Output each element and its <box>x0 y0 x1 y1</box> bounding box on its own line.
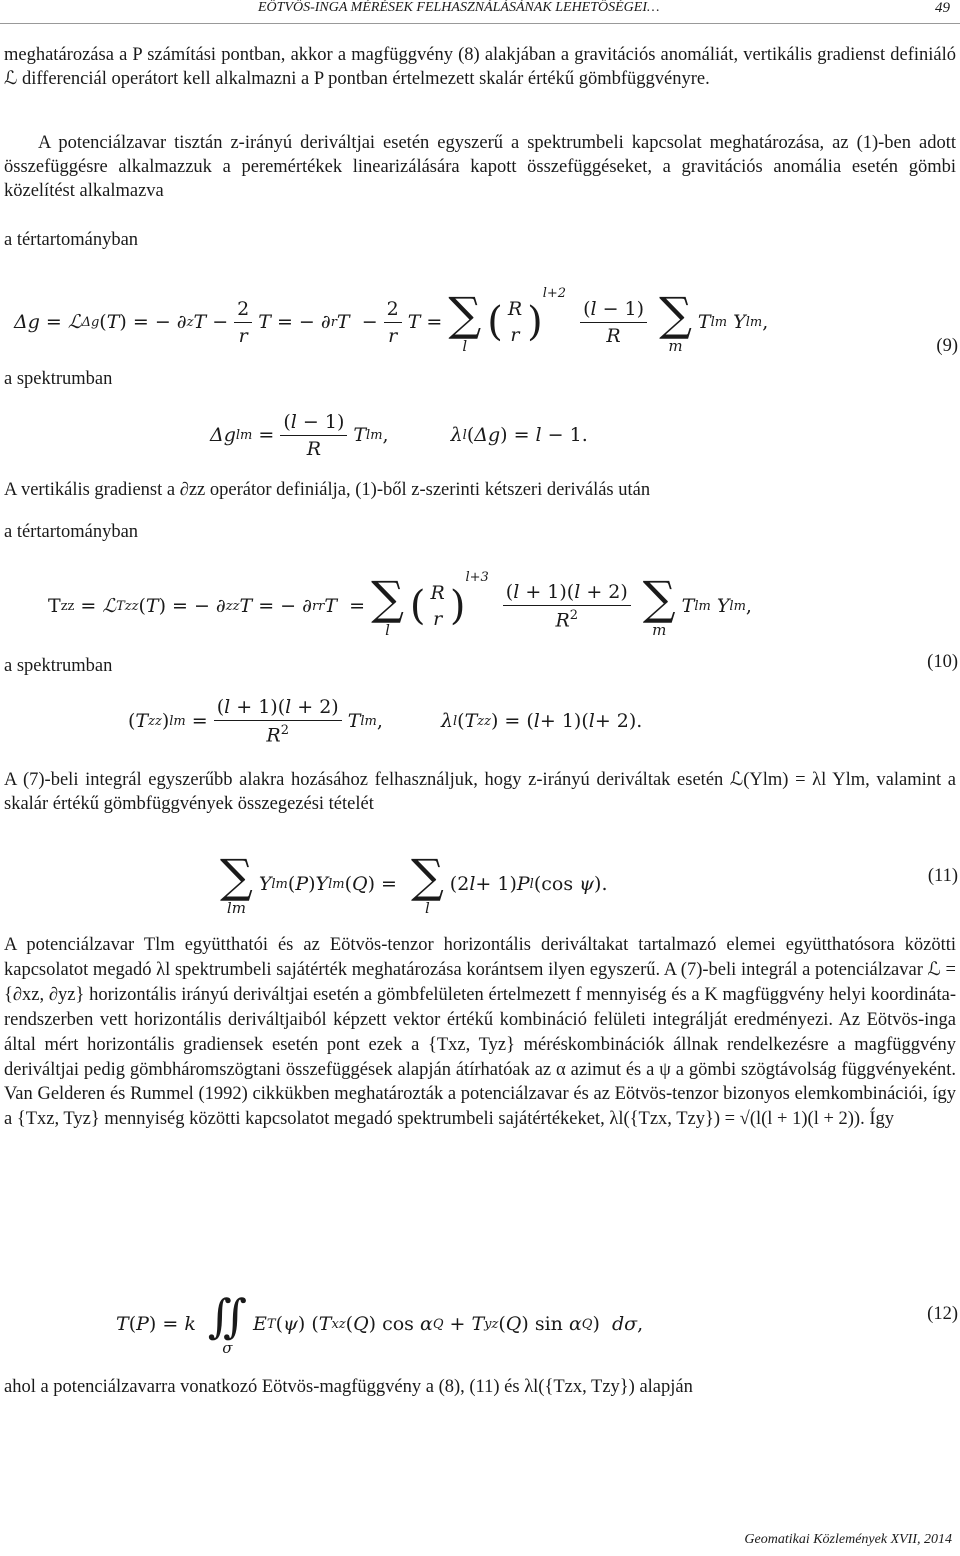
paragraph-1: meghatározása a P számítási pontban, akkor a magfüggvény (8) alakjában a gravitációs anomáliát, vertikális gradienst definiáló ℒ differenciál operátort kell alkalmazni a P pontban értelmezett skalár értékű gömbfüggvényre. <box>4 45 956 89</box>
paragraph-3: A vertikális gradienst a ∂zz operátor definiálja, (1)-ből z-szerinti kétszeri deriválás után <box>4 480 651 500</box>
equation-12: T ( P ) = k ∬ σ E T ( ψ ) ( T xz ( Q ) cos α Q + T yz ( Q ) sin α Q ) dσ , <box>116 1289 644 1357</box>
equation-10-number: (10) <box>927 652 958 672</box>
paragraph-2: A potenciálzavar tisztán z-irányú deriváltjai esetén egyszerű a spektrumbeli kapcsolat meghatározása, az (1)-ben adott összefüggésre alkalmazzuk a peremértékek linearizálására kapott összefüggéseket, a gravitációs anomália esetén gömbi közelítést alkalmazva <box>4 133 956 201</box>
label-tertartomanyban-1: a tértartományban <box>4 230 139 250</box>
equation-9-spectrum: Δg lm = $\frac{(l - 1)}{R}$ T lm , λ l ( Δg ) = l − 1. <box>210 410 588 460</box>
running-footer: Geomatikai Közlemények XVII, 2014 <box>744 1532 952 1547</box>
paragraph-6: ahol a potenciálzavarra vonatkozó Eötvös-magfüggvény a (8), (11) és λl({Tzx, Tzy}) alapján <box>4 1377 693 1397</box>
equation-9-number: (9) <box>936 336 958 356</box>
paragraph-5: A potenciálzavar Tlm együtthatói és az Eötvös-tenzor horizontális deriváltakat tartalmazó elemei együtthatósora közötti kapcsolatot megadó λl spektrumbeli sajátérték meghatározása korántsem ilyen egyszerű. A (7)-beli integrál a potenciálzavar ℒ = {∂xz, ∂yz} horizontális irányú deriváltjai esetén a gömbfelületen értelmezett f mennyiség és a K magfüggvény helyi koordináta-rendszerben vett horizontális deriváltjaiból képzett vektor értékű kombináció felületi integrálját eredményezi. Az Eötvös-inga által mért horizontális gradiensek esetén pont ezek a {Txz, Tyz} méréskombinációk állnak rendelkezésre a magfüggvény deriváltjai pedig gömbháromszögtani összefüggések alapján átírhatóak az α azimut és a ψ a gömbi szögtávolság függvényeként. Van Gelderen és Rummel (1992) cikkükben meghatározták a potenciálzavar és az Eötvös-tenzor bizonyos elemkombinációi, így a {Txz, Tyz} mennyiség közötti kapcsolatot megadó spektrumbeli sajátértékeket, λl({Tzx, Tzy}) = √(l(l + 1)(l + 2)). Így <box>4 935 956 1130</box>
equation-11-number: (11) <box>927 866 958 886</box>
equation-9-space: Δg = ℒ Δg ( T ) = − ∂ z T − $\frac{2}{r}$ T = − ∂ r T − $\frac{2}{r}$ T = ∑ l ( R r ) l+2 $\frac{(l - 1)}{R}$ ∑ m T lm Y lm , <box>14 286 769 355</box>
running-header <box>0 0 960 18</box>
label-spektrumban-1: a spektrumban <box>4 369 113 389</box>
paragraph-4: A (7)-beli integrál egyszerűbb alakra hozásához felhasználjuk, hogy z-irányú deriváltak esetén ℒ(Ylm) = λl Ylm, valamint a skalár értékű gömbfüggvények összegezési tételét <box>4 770 956 814</box>
equation-10-spectrum: ( T zz ) lm = $\frac{(l + 1)(l + 2)}{R^2}$ T lm , λ l ( T zz ) = ( l + 1)( l + 2). <box>128 695 643 747</box>
page-number: 49 <box>935 0 950 16</box>
equation-10-space: T zz = ℒ Tzz ( T ) = − ∂ zz T = − ∂ rr T = ∑ l ( R r ) l+3 $\frac{(l + 1)(l + 2)}{R^2}$ ∑ m T lm Y lm , <box>48 570 752 639</box>
label-tertartomanyban-2: a tértartományban <box>4 522 139 542</box>
equation-11: ∑ lm Y lm ( P ) Y lm ( Q ) = ∑ l (2 l + 1) P l (cos ψ ). <box>220 849 608 917</box>
running-title: EÖTVÖS-INGA MÉRÉSEK FELHASZNÁLÁSÁNAK LEHETŐSÉGEI… <box>258 0 660 15</box>
label-spektrumban-2: a spektrumban <box>4 656 113 676</box>
equation-12-number: (12) <box>927 1304 958 1324</box>
header-rule <box>0 23 960 24</box>
